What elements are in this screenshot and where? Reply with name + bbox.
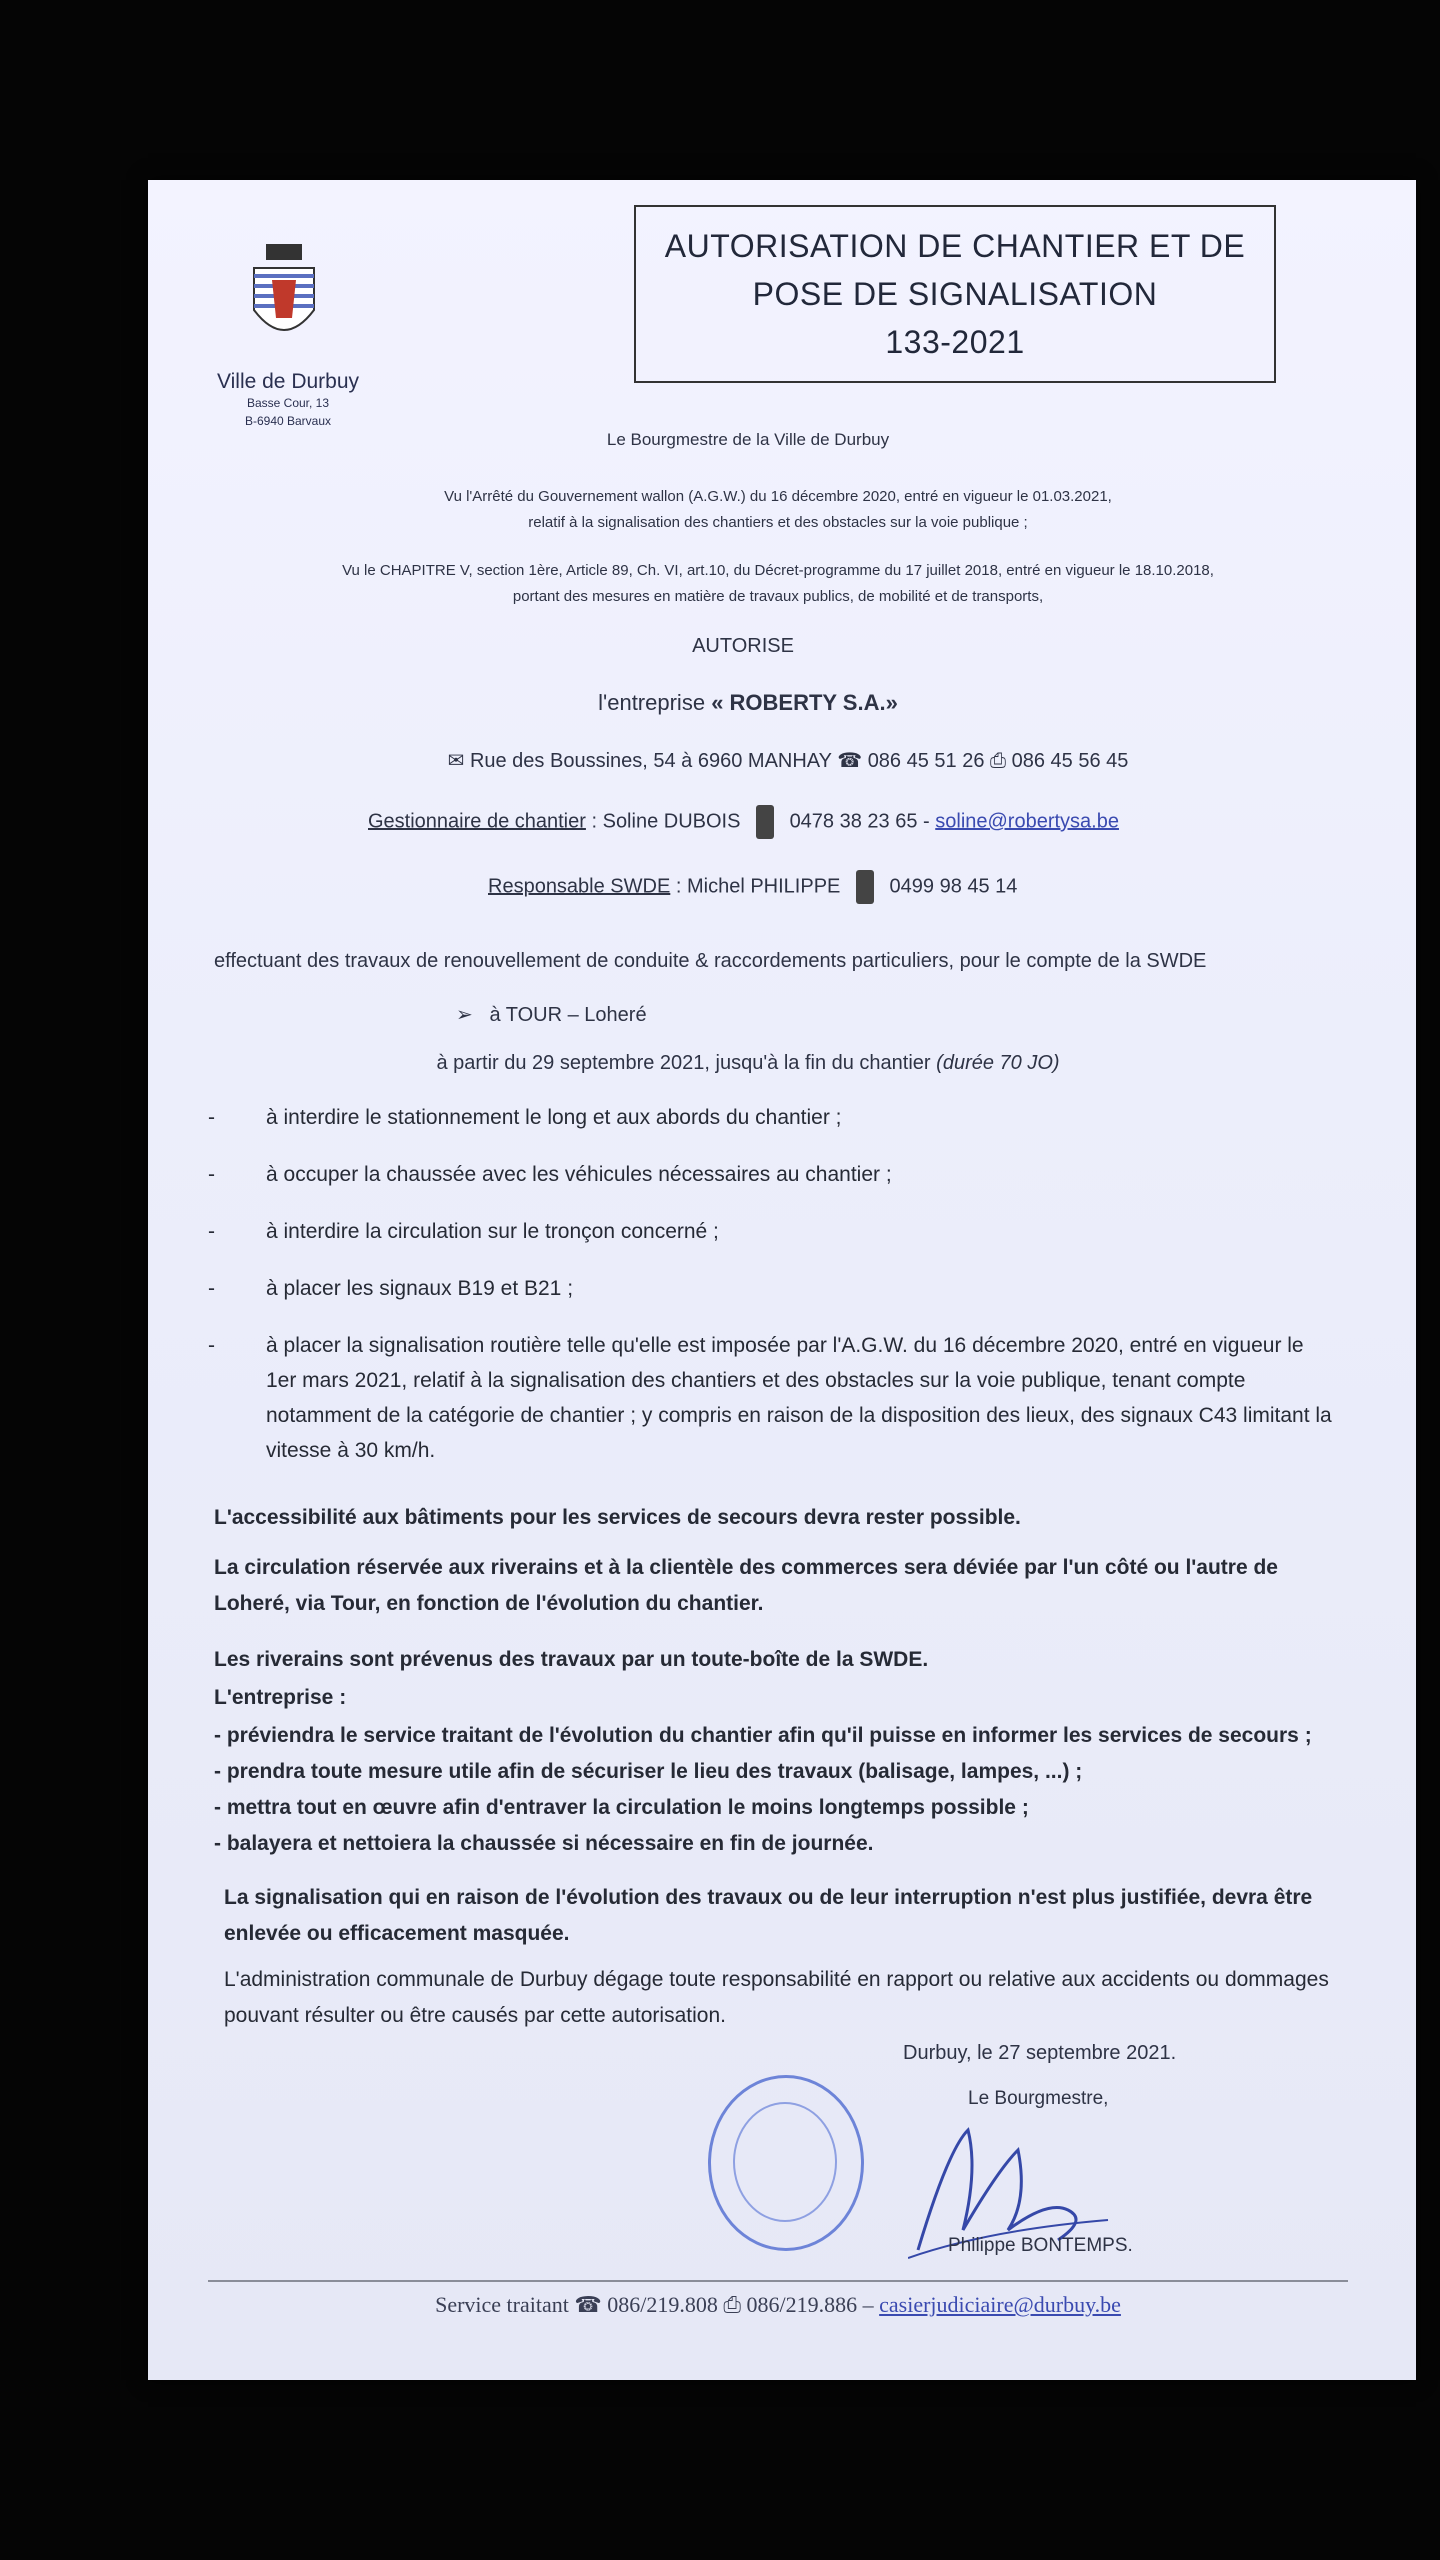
company-phone: 086 45 51 26 [867,750,985,772]
obligation-item: - mettra tout en œuvre afin d'entraver la circulation le moins longtemps possible ; [214,1796,1029,1819]
swde-phone: 0499 98 45 14 [889,875,1018,898]
legal-reference-2b: portant des mesures en matière de travaux publics, de mobilité et de transports, [512,588,1044,605]
swde-label: Responsable SWDE [488,875,671,898]
footer-phone: 086/219.808 [607,2292,718,2317]
site-manager-line [368,805,1268,839]
municipality-address-1: Basse Cour, 13 [246,396,330,410]
title-line-2: POSE DE SIGNALISATION [752,276,1158,312]
title-box [634,205,1276,383]
emergency-access-note: L'accessibilité aux bâtiments pour les services de secours devra rester possible. [214,1506,1021,1529]
municipal-seal-stamp [708,2075,864,2251]
obligation-item: - balayera et nettoiera la chaussée si nécessaire en fin de journée. [214,1832,874,1855]
list-item: - à interdire la circulation sur le tronçon concerné ; [208,1214,1338,1249]
footer-email-link[interactable]: casierjudiciaire@durbuy.be [879,2292,1121,2317]
fax-icon: ⎙ [723,2292,741,2317]
mobile-phone-icon [756,805,774,839]
swde-contact-line [488,870,1188,904]
site-manager-email-link[interactable]: soline@robertysa.be [935,810,1119,833]
footer-divider [208,2280,1348,2282]
company-address: Rue des Boussines, 54 à 6960 MANHAY [469,750,832,772]
company-obligations-heading: L'entreprise : [214,1686,347,1709]
works-duration: (durée 70 JO) [936,1052,1060,1074]
legal-reference-2a: Vu le CHAPITRE V, section 1ère, Article 89, Ch. VI, art.10, du Décret-programme du 17 juillet 2018, entré en vigueur le 18.10.2018, [342,562,1214,579]
signage-removal-note: La signalisation qui en raison de l'évolution des travaux ou de leur interruption n'est plus justifiée, devra être enlevée ou efficacement masquée. [224,1886,1313,1945]
authority-line: Le Bourgmestre de la Ville de Durbuy [606,430,890,449]
phone-icon: ☎ [574,2292,602,2317]
title-line-1: AUTORISATION DE CHANTIER ET DE [664,228,1246,264]
company-fax: 086 45 56 45 [1011,750,1129,772]
list-item: - à placer la signalisation routière telle qu'elle est imposée par l'A.G.W. du 16 décembre 2020, entré en vigueur le 1er mars 2021, relatif à la signalisation des chantiers et des obstacles sur la voie publique, tenant compte notamment de la catégorie de chantier ; y compris en raison de la disposition des lieux, des signaux C43 limitant la vitesse à 30 km/h. [208,1328,1338,1468]
municipality-name: Ville de Durbuy [216,370,360,393]
obligation-item: - prendra toute mesure utile afin de sécuriser le lieu des travaux (balisage, lampes, ...) ; [214,1760,1083,1783]
obligation-item: - préviendra le service traitant de l'évolution du chantier afin qu'il puisse en informer les services de secours ; [214,1724,1312,1747]
company-name: « ROBERTY S.A.» [711,690,898,715]
liability-disclaimer: L'administration communale de Durbuy dégage toute responsabilité en rapport ou relative aux accidents ou dommages pouvant résulter ou être causés par cette autorisation. [224,1968,1329,2027]
works-description: effectuant des travaux de renouvellement de conduite & raccordements particuliers, pour le compte de la SWDE [214,950,1207,972]
company-line [348,690,1148,716]
title-line-3: 133-2021 [885,324,1025,360]
legal-reference-1a: Vu l'Arrêté du Gouvernement wallon (A.G.W.) du 16 décembre 2020, entré en vigueur le 01.03.2021, [444,488,1112,505]
municipality-address-2: B-6940 Barvaux [244,414,332,428]
signature-place-date: Durbuy, le 27 septembre 2021. [903,2042,1177,2064]
site-manager-name: : Soline DUBOIS [591,810,741,833]
works-location-line [456,1002,956,1027]
authorisation-list [208,1100,1338,1490]
footer-fax: 086/219.886 – [746,2292,874,2317]
company-prefix: l'entreprise [598,690,706,715]
document-page [148,180,1416,2380]
authorise-heading: AUTORISE [692,635,794,657]
municipality-block [188,370,388,430]
signature-role: Le Bourgmestre, [968,2088,1109,2109]
swde-name: : Michel PHILIPPE [675,875,841,898]
company-contact-line [288,748,1288,773]
list-item: - à interdire le stationnement le long et aux abords du chantier ; [208,1100,1338,1135]
mail-icon: ✉ [447,750,465,772]
signatory-name: Philippe BONTEMPS. [948,2235,1133,2256]
site-manager-label: Gestionnaire de chantier [368,810,586,833]
residents-notice: Les riverains sont prévenus des travaux par un toute-boîte de la SWDE. [214,1648,929,1671]
site-manager-phone: 0478 38 23 65 - [789,810,930,833]
works-period-line [348,1052,1148,1075]
works-period: à partir du 29 septembre 2021, jusqu'à la fin du chantier [436,1052,931,1074]
list-item: - à placer les signaux B19 et B21 ; [208,1271,1338,1306]
legal-reference-1b: relatif à la signalisation des chantiers et des obstacles sur la voie publique ; [528,514,1028,531]
phone-icon: ☎ [837,750,863,772]
mobile-phone-icon [856,870,874,904]
footer [208,2292,1348,2318]
durbuy-crest-logo [244,240,324,360]
fax-icon: ⎙ [990,750,1007,772]
footer-service-label: Service traitant [435,2292,569,2317]
traffic-diversion-note: La circulation réservée aux riverains et à la clientèle des commerces sera déviée par l'un côté ou l'autre de Loheré, via Tour, en fonction de l'évolution du chantier. [214,1556,1278,1615]
arrow-bullet-icon: ➢ [456,1004,473,1026]
list-item: - à occuper la chaussée avec les véhicules nécessaires au chantier ; [208,1157,1338,1192]
works-location: à TOUR – Loheré [489,1004,647,1026]
